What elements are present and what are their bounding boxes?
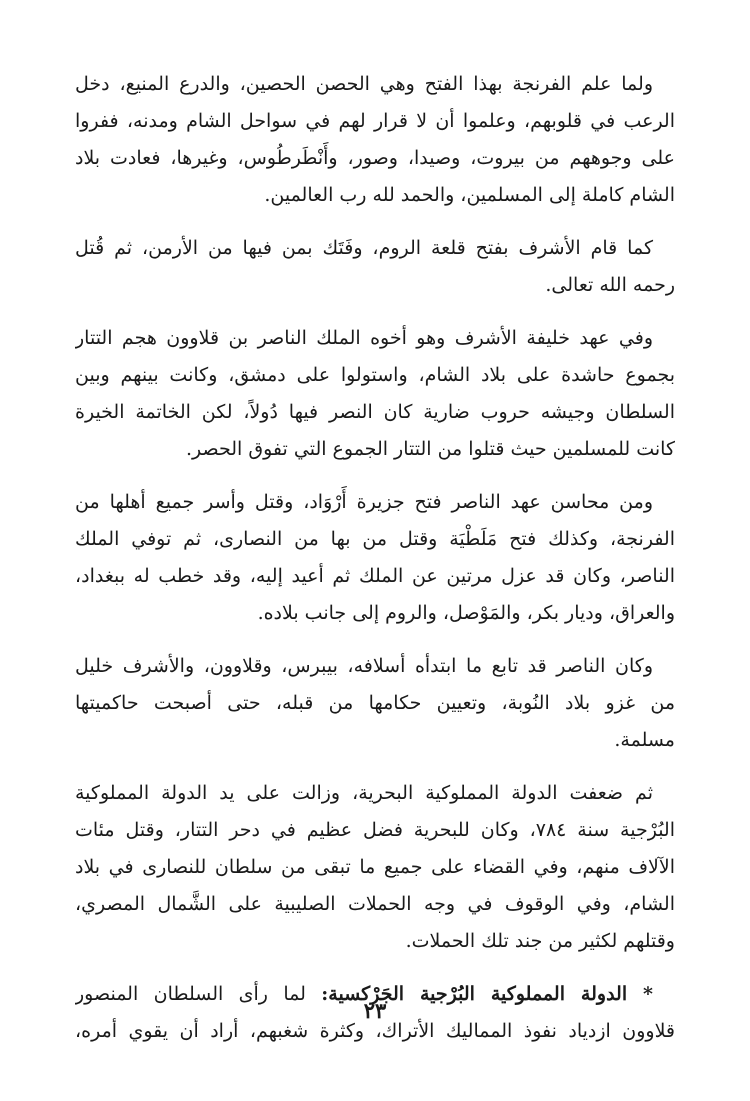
text-line: من غزو بلاد النُوبة، وتعيين حكامها من قبله، حتى أصبحت حاكميتها	[75, 692, 675, 714]
text-line: قلاوون ازدياد نفوذ المماليك الأتراك، وكثرة شغبهم، أراد أن يقوي أمره،	[75, 1020, 675, 1042]
paragraph-5	[75, 648, 675, 759]
paragraph-1	[75, 66, 675, 214]
text-line: كانت للمسلمين حيث قتلوا من التتار الجموع التي تفوق الحصر.	[186, 438, 675, 460]
text-line: الشام، وفي الوقوف في وجه الحملات الصليبية على الشَّمال المصري،	[75, 893, 675, 915]
text-line: السلطان وجيشه حروب ضارية كان النصر فيها دُولاً، لكن الخاتمة الخيرة	[75, 401, 675, 423]
text-line: ومن محاسن عهد الناصر فتح جزيرة أَرْوَاد، وقتل وأسر جميع أهلها من	[75, 491, 654, 513]
text-line: والعراق، وديار بكر، والمَوْصل، والروم إلى جانب بلاده.	[257, 602, 675, 624]
paragraph-6	[75, 775, 675, 960]
text-line: كما قام الأشرف بفتح قلعة الروم، وفَتَك بمن فيها من الأرمن، ثم قُتل	[75, 237, 653, 259]
section-heading: * الدولة المملوكية البُرْجية الجَرْكسية:	[321, 983, 653, 1005]
paragraph-2	[75, 230, 675, 304]
paragraph-4	[75, 484, 675, 632]
text-line: مسلمة.	[614, 729, 675, 751]
text-line: ولما علم الفرنجة بهذا الفتح وهي الحصن الحصين، والدرع المنيع، دخل	[75, 73, 653, 95]
text-line: وكان الناصر قد تابع ما ابتدأه أسلافه، بيبرس، وقلاوون، والأشرف خليل	[75, 655, 653, 677]
text-line: على وجوههم من بيروت، وصيدا، وصور، وأَنْطَرطُوس، وغيرها، فعادت بلاد	[75, 147, 675, 169]
text-line: بجموع حاشدة على بلاد الشام، واستولوا على دمشق، وكانت بينهم وبين	[75, 364, 675, 386]
text-run: لما رأى السلطان المنصور	[75, 983, 306, 1005]
text-line: البُرْجية سنة ٧٨٤، وكان للبحرية فضل عظيم في دحر التتار، وقتل مئات	[75, 819, 675, 841]
paragraph-3	[75, 320, 675, 468]
text-line: الآلاف منهم، وفي القضاء على جميع ما تبقى من سلطان للنصارى في بلاد	[75, 856, 675, 878]
text-line: الرعب في قلوبهم، وعلموا أن لا قرار لهم في سواحل الشام ومدنه، ففروا	[75, 110, 675, 132]
text-line: وفي عهد خليفة الأشرف وهو أخوه الملك الناصر بن قلاوون هجم التتار	[75, 327, 653, 349]
text-line: وقتلهم لكثير من جند تلك الحملات.	[405, 930, 675, 952]
page-body	[75, 66, 675, 1066]
text-line: رحمه الله تعالى.	[545, 274, 675, 296]
text-line: الناصر، وكان قد عزل مرتين عن الملك ثم أعيد إليه، وقد خطب له ببغداد،	[75, 565, 675, 587]
page-number: ٢٣	[363, 998, 387, 1023]
text-line: الشام كاملة إلى المسلمين، والحمد لله رب العالمين.	[264, 184, 675, 206]
text-line: الفرنجة، وكذلك فتح مَلَطْيَة وقتل من بها من النصارى، ثم توفي الملك	[75, 528, 675, 550]
text-line: ثم ضعفت الدولة المملوكية البحرية، وزالت على يد الدولة المملوكية	[75, 782, 653, 804]
